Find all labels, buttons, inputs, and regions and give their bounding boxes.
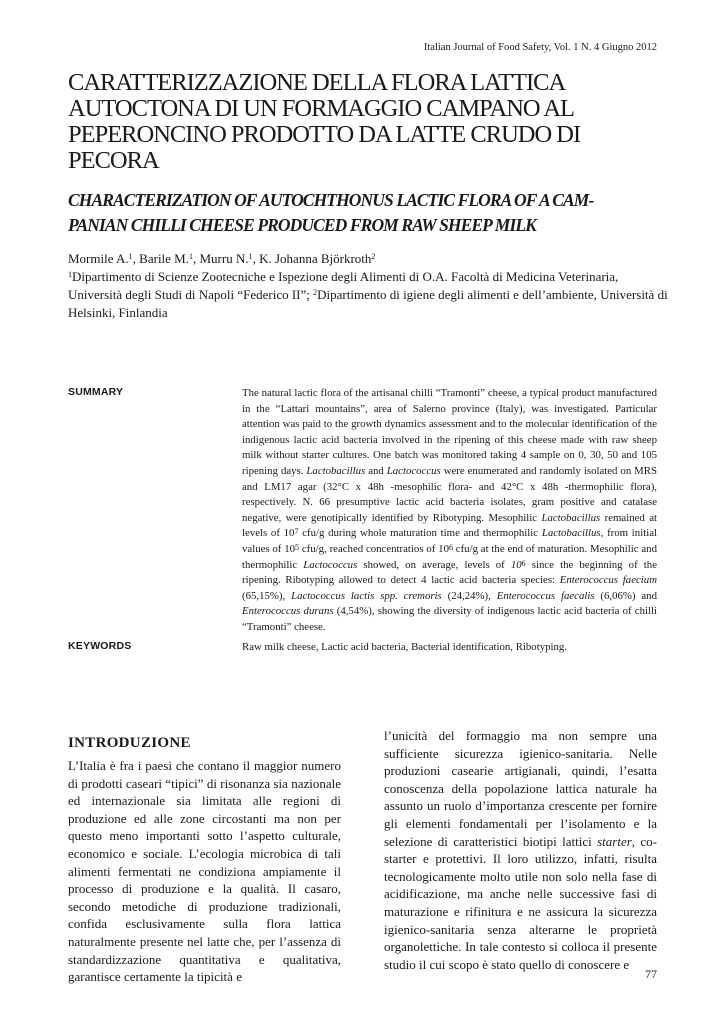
journal-header: Italian Journal of Food Safety, Vol. 1 N. 4 Giugno 2012 [423, 42, 657, 53]
summary-segment: cfu/g at the end of maturation. Mesophilic and thermophilic [242, 542, 657, 571]
exponent: 5 [295, 542, 300, 552]
summary-segment: cfu/g during whole maturation time and thermophilic [298, 527, 542, 540]
summary-segment: (65,15%), [242, 589, 292, 602]
exponent: 6 [521, 558, 526, 568]
author-affil-mark: 1 [189, 252, 193, 261]
intro-heading: INTRODUZIONE [68, 735, 191, 751]
summary-segment: since the beginning of the ripening. Ribotyping allowed to detect 4 lactic acid bacteria species: [242, 558, 657, 587]
summary-segment: (6,06%) and [594, 589, 657, 602]
summary-segment: (24,24%), [441, 589, 497, 602]
taxon-name: Enterococcus faecium [559, 574, 657, 587]
summary-segment: (4,54%), showing the diversity of indigenous lactic acid bacteria of chilli “Tramonti” cheese. [242, 605, 657, 633]
author-name: , Barile M. [132, 251, 189, 266]
author-name: Mormile A. [68, 251, 129, 266]
summary-label: SUMMARY [68, 386, 124, 398]
keywords-text: Raw milk cheese, Lactic acid bacteria, Bacterial identification, Ribotyping. [242, 641, 567, 653]
summary-segment: The natural lactic flora of the artisanal chilli “Tramonti” cheese, a typical product manufactured in the “Lattari mountains”, area of Salerno province (Italy), was investigated. Particular attention was paid to the growth dynamics assessment and to the molecular identification of the indigenous lactic acid bacteria involved in the ripening of this cheese made with raw sheep milk without starter cultures. One batch was monitored taking 4 sample on 0, 30, 50 and 105 ripening days. [242, 387, 657, 477]
keywords-label: KEYWORDS [68, 640, 132, 652]
author-name: , K. Johanna Björkroth [252, 251, 372, 266]
taxon-name: Enterococcus durans [242, 605, 334, 618]
summary-segment: were enumerated and randomly isolated on MRS and LM17 agar (32°C x 48h -mesophilic flora- and 42°C x 48h -thermophilic flora), respectively. N. 66 presumptive lactic acid bacteria isolates, gram positive and catalase negative, were genotipically identified by Ribotyping. Mesophilic [242, 464, 657, 524]
exponent: 6 [448, 542, 453, 552]
summary-segment: , from initial values of 10 [242, 527, 657, 555]
taxon-name: Lactococcus lactis spp. cremoris [291, 589, 442, 602]
taxon-name: Lactococcus [303, 558, 358, 571]
affiliation-2: Dipartimento di igiene degli alimenti e dell’ambiente, Università di Helsinki, Finlandia [68, 287, 668, 320]
title-english [68, 188, 668, 238]
intro-segment: l’unicità del formaggio ma non sempre una sufficiente sicurezza igienico-sanitaria. Nelle produzioni casearie artigianali, quindi, l’esatta conoscenza della popolazione lattica naturale ha assunto un ruolo d’importanza crescente per fornire gli elementi fondamentali per l’isolamento e la selezione di caratteristici biotipi lattici [384, 728, 657, 849]
author-affil-mark: 1 [128, 252, 133, 261]
affil-mark: 2 [313, 288, 318, 297]
intro-column-right [384, 727, 657, 973]
summary-text [242, 386, 657, 636]
affil-mark: 1 [68, 270, 72, 279]
affiliation-1: Dipartimento di Scienze Zootecniche e Ispezione degli Alimenti di O.A. Facoltà di Medicina Veterinaria, Università degli Studi di Napoli “Federico II”; [68, 269, 619, 302]
summary-segment: cfu/g, reached concentratios of 10 [299, 542, 449, 555]
author-affil-mark: 2 [371, 252, 376, 261]
authors [68, 250, 668, 268]
taxon-name: Lactobacillus [541, 511, 601, 524]
author-affil-mark: 1 [248, 252, 253, 261]
summary-segment: remained at levels of 10 [242, 511, 657, 540]
intro-segment: , co-starter e protettivi. Il loro utilizzo, infatti, risulta tecnologicamente molto utile non solo nella fase di acidificazione, ma anche nelle successive fasi di maturazione e rifinitura e ne assicura la sicurezza igienico-sanitaria senza alterarne le proprietà organolettiche. In tale contesto si colloca il presente studio il cui scopo è stato quello di conoscere e [384, 833, 657, 972]
taxon-name: Lactobacillus [306, 464, 366, 477]
title-english-line2: PANIAN CHILLI CHEESE PRODUCED FROM RAW SHEEP MILK [68, 215, 536, 235]
taxon-name: Enterococcus faecalis [496, 589, 595, 602]
page-number: 77 [645, 967, 657, 981]
title-italian: CARATTERIZZAZIONE DELLA FLORA LATTICA AUTOCTONA DI UN FORMAGGIO CAMPANO AL PEPERONCINO PRODOTTO DA LATTE CRUDO DI PECORA [68, 69, 581, 174]
exponent: 7 [294, 527, 299, 537]
intro-italic-term: starter [597, 833, 632, 849]
summary-segment: and [365, 464, 387, 477]
taxon-name: Lactococcus [386, 464, 441, 477]
taxon-name: Lactobacillus [541, 527, 601, 540]
summary-segment: showed, on average, levels of [357, 558, 511, 571]
author-name: , Murru N. [193, 251, 249, 266]
title-english-line1: CHARACTERIZATION OF AUTOCHTHONUS LACTIC FLORA OF A CAM- [68, 190, 594, 210]
intro-column-left: L’Italia è fra i paesi che contano il maggior numero di prodotti caseari “tipici” di risonanza sia nazionale ed internazionale sia limitata alle regioni di produzione ed alle zone circostanti ma non per questo meno importanti sotto l’aspetto culturale, economico e sociale. L’ecologia microbica di tali alimenti fermentati ne condiziona ampiamente il processo di produzione e la qualità. Il casaro, secondo metodiche di produzione tradizionali, confida esclusivamente sulla flora lattica naturalmente presente nel latte che, per l’assenza di standardizzazione quantitativa e qualitativa, garantisce certamente la tipicità e [68, 758, 341, 985]
affiliations [68, 268, 668, 322]
summary-value: 10 [510, 558, 522, 571]
